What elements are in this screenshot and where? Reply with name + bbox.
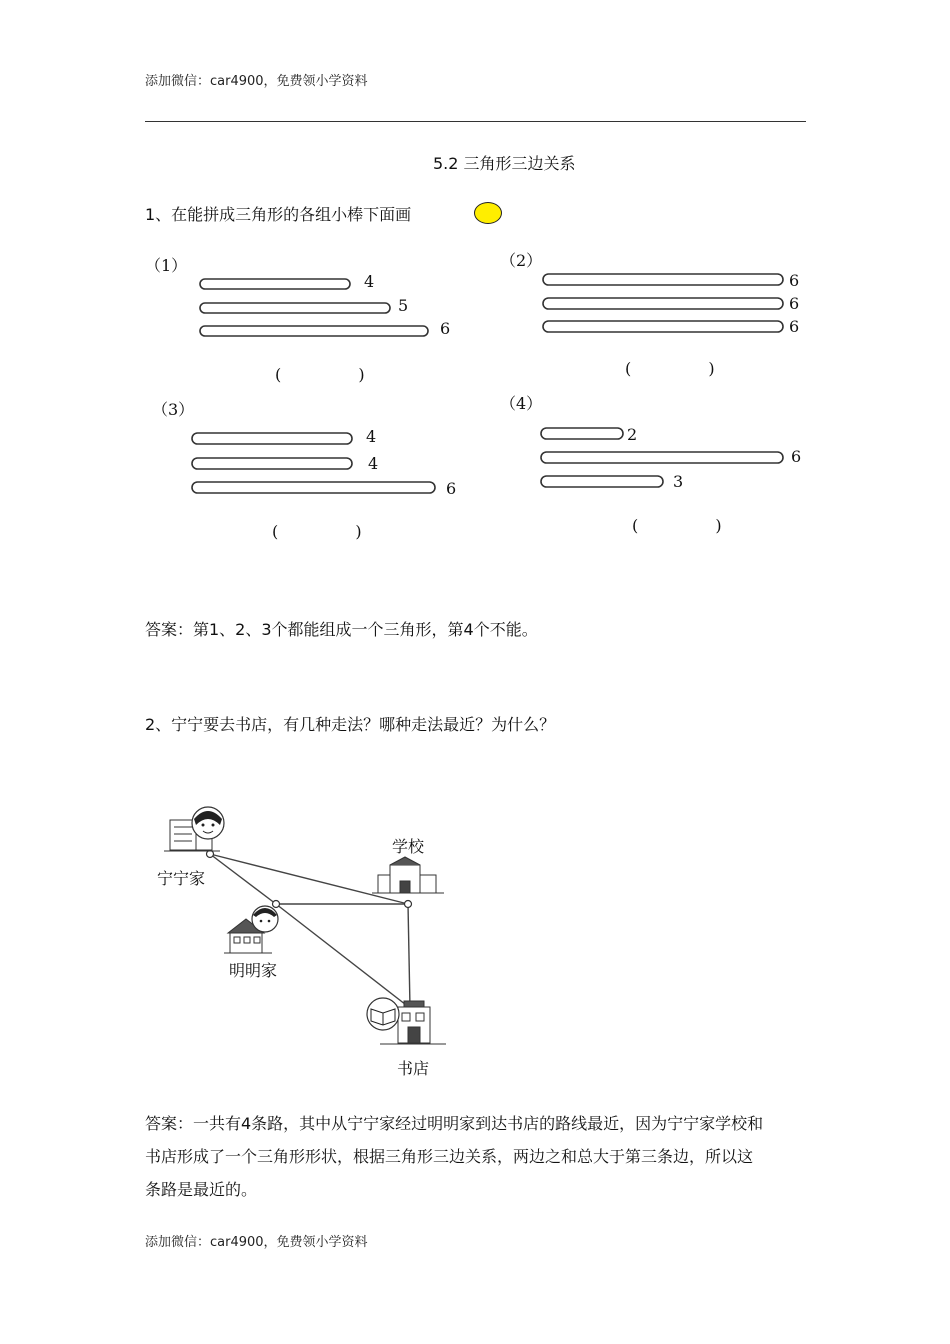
stick-6 <box>541 452 783 463</box>
node-ningning <box>207 851 214 858</box>
stick-6 <box>200 326 428 336</box>
header-rule <box>145 121 806 122</box>
footer-text: 添加微信：car4900，免费领小学资料 <box>145 1235 368 1250</box>
label-bookstore: 书店 <box>397 1059 430 1078</box>
stick-6 <box>543 298 783 309</box>
route-home-mingming <box>210 854 276 904</box>
stick-label: 6 <box>446 479 457 498</box>
stick-3 <box>541 476 663 487</box>
label-mingming-home: 明明家 <box>229 961 278 980</box>
question-2: 2、宁宁要去书店，有几种走法？哪种走法最近？为什么？ <box>145 715 556 734</box>
stick-6 <box>543 274 783 285</box>
answer-blank: ( ) <box>625 359 751 378</box>
stick-label: 6 <box>791 447 802 466</box>
header-text: 添加微信：car4900，免费领小学资料 <box>145 74 368 89</box>
stick-label: 6 <box>789 271 800 290</box>
yellow-circle-icon <box>474 202 502 224</box>
stick-label: 2 <box>627 425 638 444</box>
node-mingming <box>273 901 280 908</box>
label-ningning-home: 宁宁家 <box>157 869 206 888</box>
answer-1: 答案：第1、2、3个都能组成一个三角形，第4个不能。 <box>145 620 538 639</box>
route-school-bookstore <box>408 904 410 1008</box>
group-1-label: （1） <box>145 256 188 275</box>
stick-6 <box>192 482 435 493</box>
stick-5 <box>200 303 390 313</box>
answer-2-line-2: 书店形成了一个三角形形状，根据三角形三边关系，两边之和总大于第三条边，所以这 <box>145 1147 754 1166</box>
group-2-sticks <box>535 268 795 343</box>
school-building-icon <box>372 857 444 893</box>
stick-label: 4 <box>368 454 379 473</box>
book-icon <box>367 998 399 1030</box>
stick-label: 5 <box>398 296 409 315</box>
label-school: 学校 <box>392 837 425 856</box>
girl-avatar-icon <box>192 807 224 839</box>
group-1-sticks <box>190 270 480 345</box>
group-4-sticks <box>535 420 795 495</box>
group-3-label: （3） <box>152 400 195 419</box>
route-mingming-bookstore <box>276 904 410 1008</box>
page-title: 5.2 三角形三边关系 <box>433 154 576 173</box>
answer-2 <box>145 1107 810 1206</box>
group-4-label: （4） <box>500 394 543 413</box>
stick-label: 6 <box>440 319 451 338</box>
stick-label: 3 <box>673 472 684 491</box>
stick-label: 4 <box>364 272 375 291</box>
stick-4 <box>200 279 350 289</box>
question-1: 1、在能拼成三角形的各组小棒下面画 <box>145 205 412 224</box>
group-2-label: （2） <box>500 251 543 270</box>
answer-blank: ( ) <box>632 516 758 535</box>
answer-2-line-3: 条路是最近的。 <box>145 1180 258 1199</box>
stick-6 <box>543 321 783 332</box>
stick-label: 4 <box>366 427 377 446</box>
answer-blank: ( ) <box>272 522 398 541</box>
stick-label: 6 <box>789 317 800 336</box>
answer-2-line-1: 答案：一共有4条路，其中从宁宁家经过明明家到达书店的路线最近，因为宁宁家学校和 <box>145 1114 764 1133</box>
stick-2 <box>541 428 623 439</box>
boy-avatar-icon <box>252 906 278 932</box>
stick-4 <box>192 458 352 469</box>
stick-4 <box>192 433 352 444</box>
stick-label: 6 <box>789 294 800 313</box>
group-3-sticks <box>185 425 445 500</box>
node-school <box>405 901 412 908</box>
answer-blank: ( ) <box>275 365 401 384</box>
route-map <box>150 795 470 1085</box>
